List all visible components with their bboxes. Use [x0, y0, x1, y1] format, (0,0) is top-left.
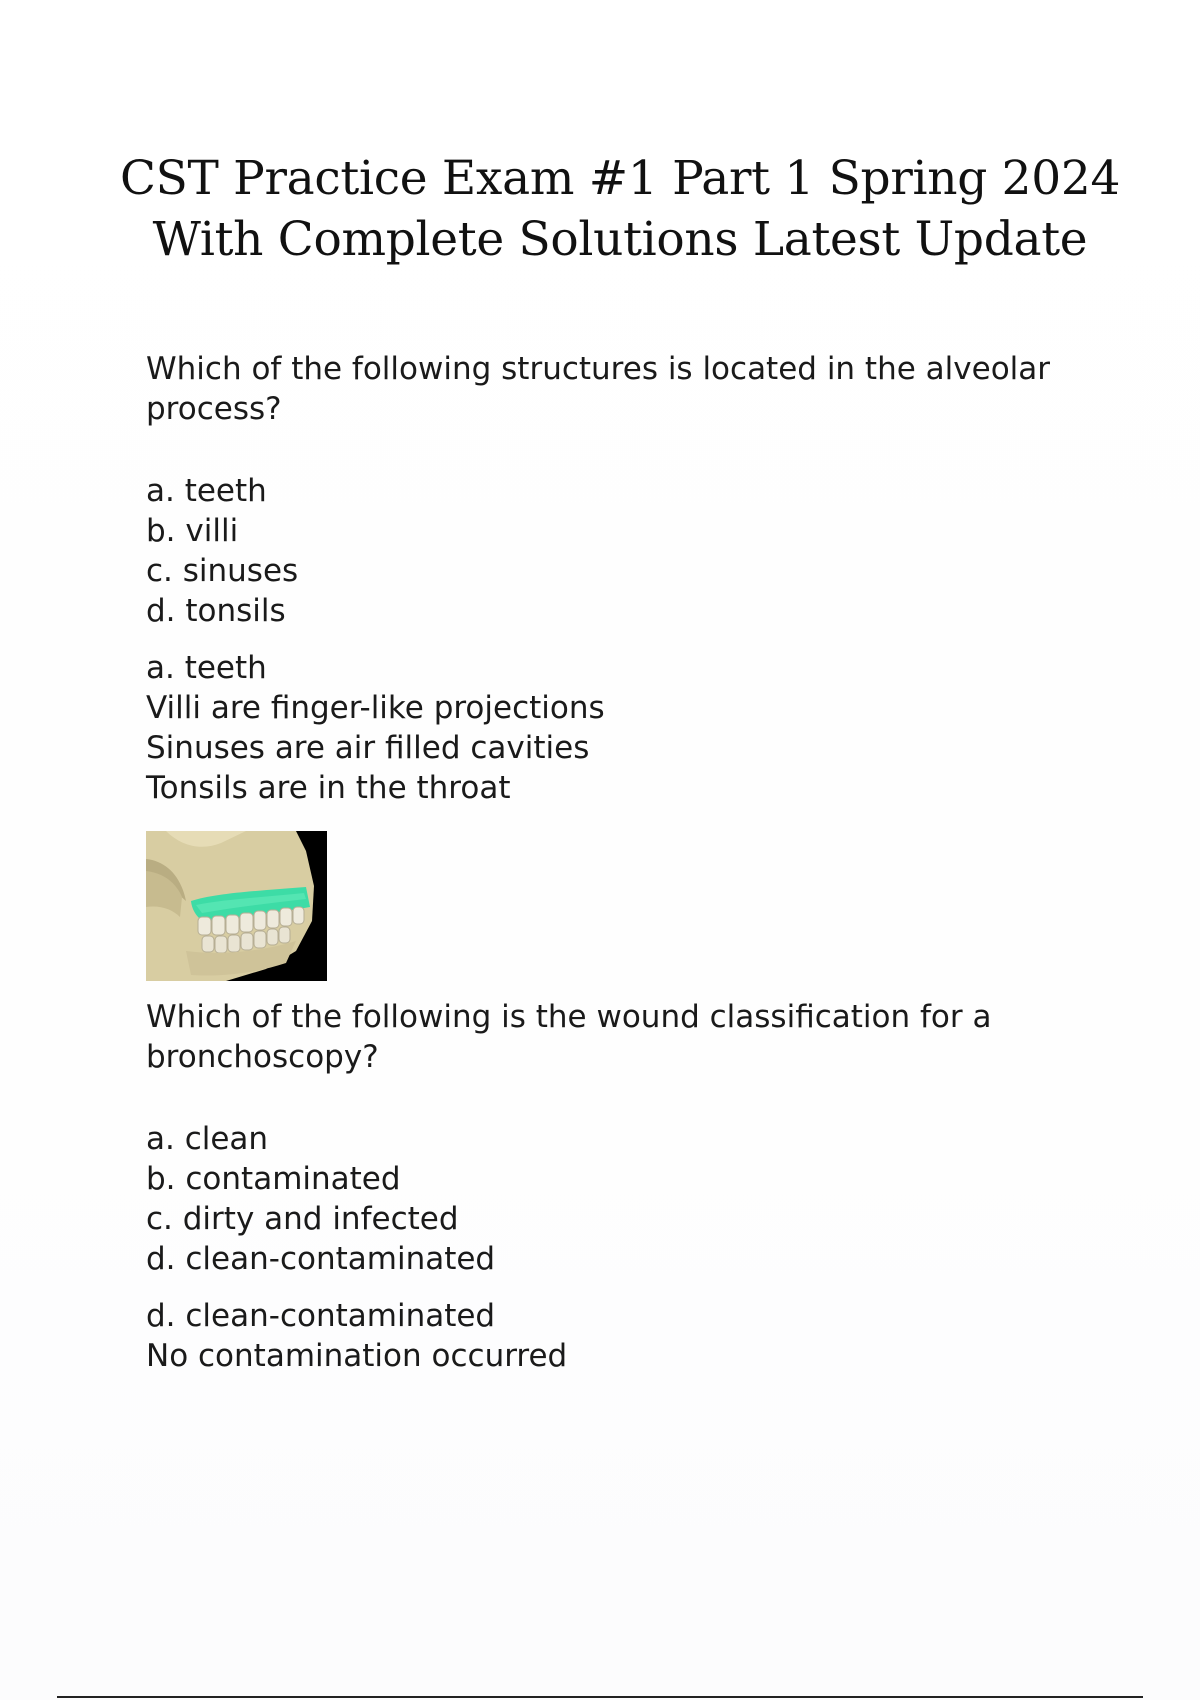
footer-rule [57, 1696, 1143, 1698]
option-d: d. tonsils [146, 593, 286, 629]
jaw-teeth-illustration [146, 831, 327, 981]
question-line: Which of the following is the wound classification for a [146, 999, 992, 1035]
option-b: b. contaminated [146, 1161, 401, 1197]
option-a: a. teeth [146, 473, 267, 509]
answer-line: d. clean-contaminated [146, 1298, 496, 1334]
question-line: Which of the following structures is located in the alveolar [146, 351, 1051, 387]
answer-line: No contamination occurred [146, 1338, 568, 1374]
question-2-answer [146, 1296, 1106, 1376]
question-line: process? [146, 391, 282, 427]
document-title [0, 148, 1200, 270]
title-line-2: With Complete Solutions Latest Update [152, 212, 1088, 267]
question-1-answer [146, 648, 1106, 808]
answer-line: Villi are finger-like projections [146, 690, 605, 726]
option-c: c. sinuses [146, 553, 299, 589]
title-line-1: CST Practice Exam #1 Part 1 Spring 2024 [119, 151, 1121, 206]
option-a: a. clean [146, 1121, 269, 1157]
question-1-text [146, 349, 1106, 429]
question-2-text [146, 997, 1106, 1077]
option-d: d. clean-contaminated [146, 1241, 496, 1277]
alveolar-process-image [146, 831, 327, 981]
option-c: c. dirty and infected [146, 1201, 459, 1237]
question-2-options [146, 1119, 1106, 1279]
question-line: bronchoscopy? [146, 1039, 379, 1075]
answer-line: Sinuses are air filled cavities [146, 730, 590, 766]
answer-line: a. teeth [146, 650, 267, 686]
answer-line: Tonsils are in the throat [146, 770, 511, 806]
option-b: b. villi [146, 513, 239, 549]
question-1-options [146, 471, 1106, 631]
